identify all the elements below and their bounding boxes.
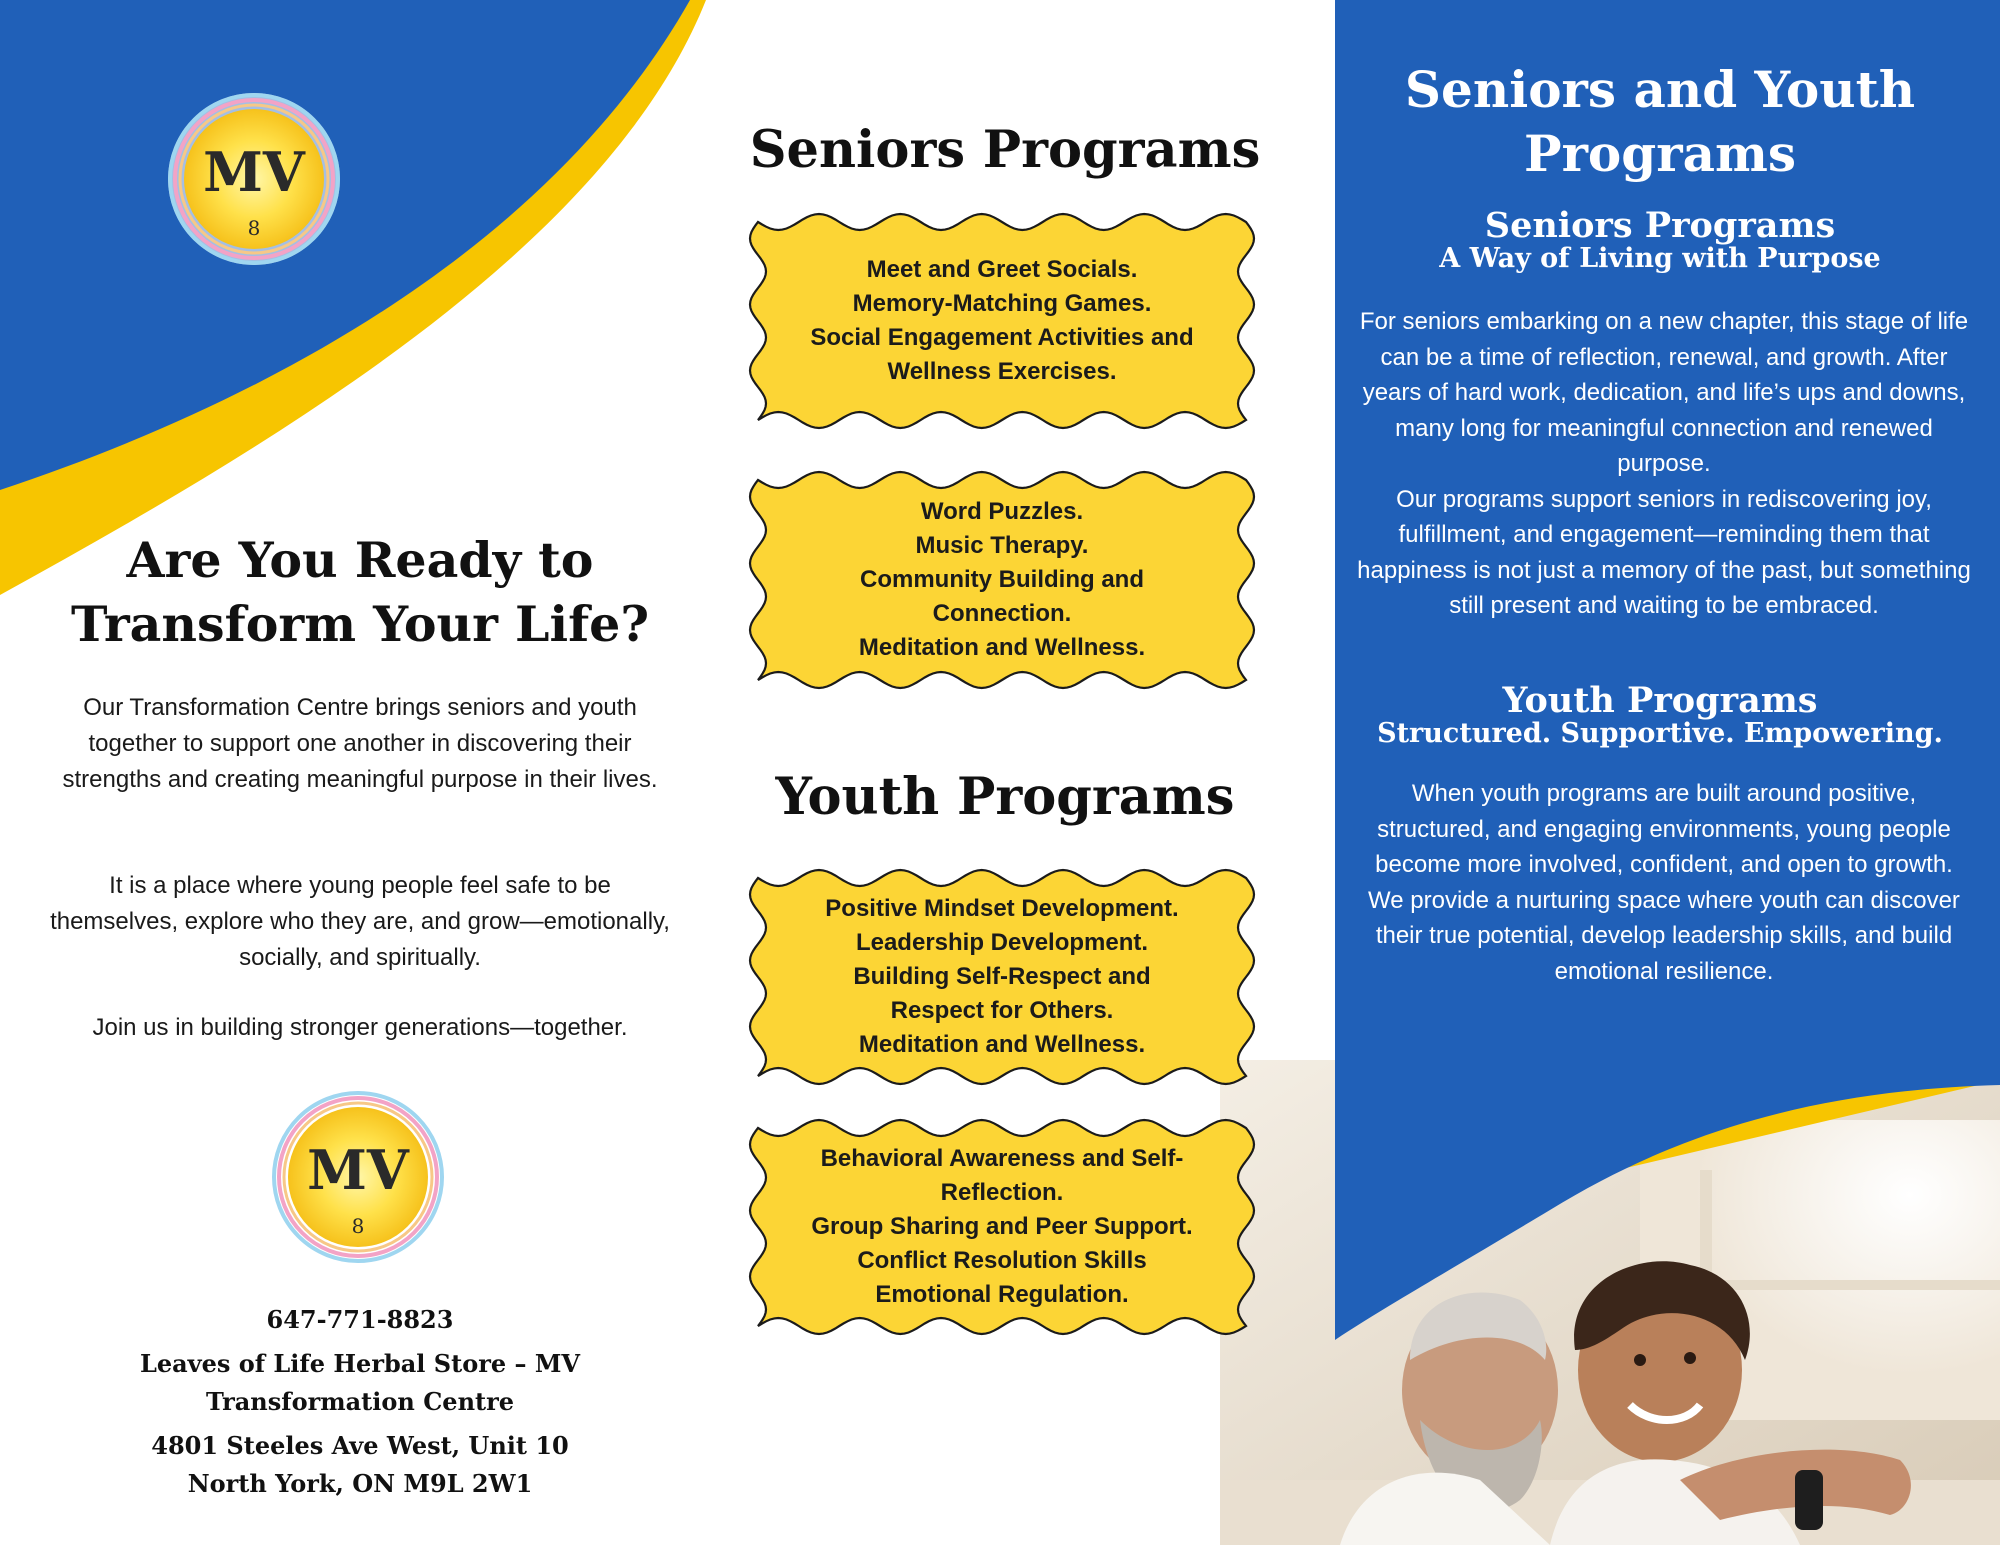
- youth-section-tagline: Structured. Supportive. Empowering.: [1377, 718, 1943, 749]
- program-item: Reflection.: [940, 1179, 1064, 1206]
- program-item: Leadership Development.: [855, 929, 1149, 956]
- youth-section-paragraph: [1356, 776, 1972, 989]
- logo-number: 8: [247, 216, 261, 240]
- youth-programs-heading: Youth Programs: [775, 767, 1235, 827]
- program-item: Positive Mindset Development.: [825, 895, 1179, 922]
- seniors-box-2-text: [748, 470, 1256, 690]
- business-name-line2: Transformation Centre: [205, 1387, 515, 1416]
- program-item: Memory-Matching Games.: [852, 290, 1152, 317]
- program-item: Community Building and: [860, 566, 1144, 593]
- mv8-logo-icon: [164, 89, 344, 269]
- program-item: Meditation and Wellness.: [858, 1031, 1146, 1058]
- program-item: Connection.: [932, 600, 1072, 627]
- seniors-box-1-text: [748, 212, 1256, 430]
- seniors-programs-heading: Seniors Programs: [749, 120, 1261, 180]
- logo-letters: MV: [307, 1138, 409, 1202]
- program-item: Meditation and Wellness.: [858, 634, 1146, 661]
- address-line2: North York, ON M9L 2W1: [187, 1469, 533, 1498]
- seniors-box-1: [748, 212, 1256, 430]
- left-title: [40, 528, 680, 656]
- program-item: Building Self-Respect and: [853, 963, 1151, 990]
- program-item: Respect for Others.: [890, 997, 1114, 1024]
- program-item: Group Sharing and Peer Support.: [811, 1213, 1193, 1240]
- youth-box-1: [748, 868, 1256, 1086]
- contact-block: [110, 1301, 610, 1503]
- intro-paragraph: Our Transformation Centre brings seniors and youth together to support one another in discovering their strengths and creating meaningful purpose in their lives.: [62, 694, 658, 793]
- address-line1: 4801 Steeles Ave West, Unit 10: [151, 1431, 569, 1460]
- seniors-para-2: Our programs support seniors in rediscovering joy, fulfillment, and engagement—reminding them that happiness is not just a memory of the past, but something still present and waiting to be embraced.: [1357, 485, 1971, 619]
- seniors-section-paragraph: [1356, 304, 1972, 624]
- right-title-line1: Seniors and Youth: [1404, 60, 1916, 119]
- seniors-para-1: For seniors embarking on a new chapter, this stage of life can be a time of reflection, renewal, and growth. After years of hard work, dedication, and life’s ups and downs, many long for meaningful connection and renewed purpose.: [1359, 308, 1969, 477]
- program-item: Conflict Resolution Skills: [857, 1247, 1147, 1274]
- business-name-line1: Leaves of Life Herbal Store – MV: [139, 1349, 581, 1378]
- youth-para-1: When youth programs are built around positive, structured, and engaging environments, young people become more involved, confident, and open to growth.: [1375, 780, 1953, 878]
- right-panel-title: [1340, 58, 1980, 186]
- left-title-line1: Are You Ready to: [126, 531, 594, 589]
- logo-number: 8: [351, 1214, 365, 1238]
- safe-place-paragraph: It is a place where young people feel safe to be themselves, explore who they are, and grow—emotionally, socially, and spiritually.: [50, 872, 670, 971]
- program-item: Wellness Exercises.: [887, 358, 1117, 385]
- youth-box-2-text: [748, 1118, 1256, 1336]
- program-item: Social Engagement Activities and: [810, 324, 1194, 351]
- right-title-line2: Programs: [1523, 124, 1797, 183]
- left-title-line2: Transform Your Life?: [70, 595, 650, 653]
- logo-letters: MV: [203, 140, 305, 204]
- program-item: Word Puzzles.: [920, 498, 1084, 525]
- youth-box-1-text: [748, 868, 1256, 1086]
- seniors-box-2: [748, 470, 1256, 690]
- youth-box-2: [748, 1118, 1256, 1336]
- phone-number[interactable]: 647-771-8823: [266, 1305, 454, 1334]
- photo-swoosh: [1220, 960, 2000, 1420]
- join-us-paragraph: Join us in building stronger generations—together.: [92, 1014, 628, 1041]
- youth-para-2: We provide a nurturing space where youth can discover their true potential, develop leadership skills, and build emotional resilience.: [1368, 886, 1960, 985]
- mv8-logo-icon: [268, 1087, 448, 1267]
- program-item: Behavioral Awareness and Self-: [820, 1145, 1184, 1172]
- top-left-blue-swoosh: [0, 0, 690, 490]
- program-item: Meet and Greet Socials.: [866, 256, 1138, 283]
- youth-section-heading: Youth Programs: [1502, 680, 1818, 721]
- seniors-section-tagline: A Way of Living with Purpose: [1439, 243, 1881, 274]
- seniors-section-heading: Seniors Programs: [1484, 205, 1836, 246]
- program-item: Music Therapy.: [915, 532, 1089, 559]
- program-item: Emotional Regulation.: [875, 1281, 1129, 1308]
